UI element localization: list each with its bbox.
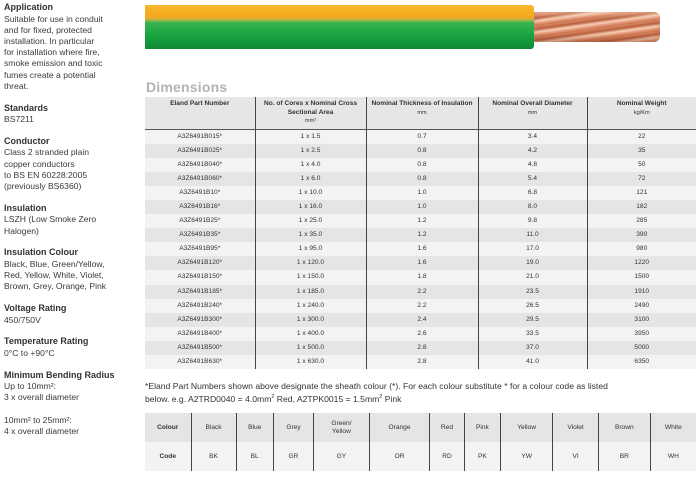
cell-insulation-thickness: 1.8 — [366, 270, 478, 284]
spec-body — [4, 259, 142, 293]
header-cores-area — [255, 97, 366, 129]
cell-nominal-weight: 1500 — [587, 270, 696, 284]
spec-title: Temperature Rating — [4, 336, 89, 347]
cell-part-number: A3Z6491B240* — [145, 299, 255, 313]
colour-code-table — [145, 413, 696, 471]
table-row — [145, 355, 696, 369]
spec-title: Minimum Bending Radius — [4, 369, 115, 380]
cell-part-number: A3Z6491B35* — [145, 228, 255, 242]
cell-overall-diameter: 6.8 — [478, 186, 587, 200]
cell-overall-diameter: 4.8 — [478, 158, 587, 172]
cell-part-number: A3Z6491B95* — [145, 242, 255, 256]
table-row — [145, 214, 696, 228]
colour-name-cell: Green/ Yellow — [314, 413, 370, 442]
colour-code-cell: BL — [236, 442, 273, 471]
header-label: No. of Cores x Nominal Cross Sectional Area — [263, 100, 358, 116]
cell-overall-diameter: 5.4 — [478, 172, 587, 186]
table-row — [145, 186, 696, 200]
part-number-footnote — [145, 380, 695, 405]
colour-name-cell: Grey — [273, 413, 313, 442]
spec-line: 450/750V — [4, 314, 41, 325]
spec-line: Brown, Grey, Orange, Pink — [4, 281, 107, 292]
spec-line: Suitable for use in conduit — [4, 13, 103, 24]
spec-body — [4, 381, 142, 437]
spec-line: and for fixed, protected — [4, 24, 92, 35]
table-row — [145, 341, 696, 355]
colour-name-cell: Yellow — [501, 413, 553, 442]
colour-code-cell: GR — [273, 442, 313, 471]
colour-code-cell: VI — [553, 442, 599, 471]
cell-insulation-thickness: 2.8 — [366, 341, 478, 355]
dimensions-table-body — [145, 129, 696, 369]
colour-label: Colour — [145, 413, 191, 442]
table-row — [145, 129, 696, 144]
spec-line: (previously BS6360) — [4, 181, 82, 192]
spec-application — [4, 2, 142, 92]
cell-insulation-thickness: 2.2 — [366, 299, 478, 313]
header-label: Nominal Overall Diameter — [492, 100, 573, 107]
cell-overall-diameter: 8.0 — [478, 200, 587, 214]
dimensions-table — [145, 97, 696, 369]
cell-insulation-thickness: 2.2 — [366, 285, 478, 299]
spec-line: for installation where fire, — [4, 47, 100, 58]
cell-cores-area: 1 x 500.0 — [255, 341, 366, 355]
cell-cores-area: 1 x 25.0 — [255, 214, 366, 228]
specifications-sidebar — [4, 2, 142, 447]
spec-line: Black, Blue, Green/Yellow, — [4, 258, 105, 269]
colour-code-cell: YW — [501, 442, 553, 471]
footnote-line: *Eland Part Numbers shown above designate the sheath colour (*). For each colour substitute * for a colour code as listed — [145, 381, 608, 391]
cell-insulation-thickness: 0.8 — [366, 172, 478, 186]
spec-line: to BS EN 60228:2005 — [4, 169, 88, 180]
table-row — [145, 228, 696, 242]
colour-code-cell: GY — [314, 442, 370, 471]
cell-cores-area: 1 x 95.0 — [255, 242, 366, 256]
cell-nominal-weight: 1220 — [587, 256, 696, 270]
cell-overall-diameter: 17.0 — [478, 242, 587, 256]
spec-line: fumes create a potential — [4, 69, 96, 80]
copper-conductor — [534, 12, 660, 42]
colour-name-cell: Violet — [553, 413, 599, 442]
cell-nominal-weight: 6350 — [587, 355, 696, 369]
cell-cores-area: 1 x 35.0 — [255, 228, 366, 242]
header-nominal-weight — [587, 97, 696, 129]
cell-overall-diameter: 9.8 — [478, 214, 587, 228]
dimensions-title: Dimensions — [146, 79, 228, 95]
cell-insulation-thickness: 1.2 — [366, 228, 478, 242]
header-unit: kg/Km — [633, 109, 650, 116]
cell-insulation-thickness: 1.6 — [366, 242, 478, 256]
cell-overall-diameter: 4.2 — [478, 144, 587, 158]
cell-nominal-weight: 182 — [587, 200, 696, 214]
cell-part-number: A3Z6491B015* — [145, 129, 255, 144]
cell-nominal-weight: 3100 — [587, 313, 696, 327]
cell-part-number: A3Z6491B060* — [145, 172, 255, 186]
header-overall-diameter — [478, 97, 587, 129]
spec-line: installation. In particular — [4, 36, 95, 46]
cell-insulation-thickness: 0.8 — [366, 144, 478, 158]
spec-minimum-bending-radius — [4, 370, 142, 437]
cell-cores-area: 1 x 400.0 — [255, 327, 366, 341]
spec-body — [4, 147, 142, 192]
cell-cores-area: 1 x 630.0 — [255, 355, 366, 369]
table-row — [145, 285, 696, 299]
spec-title: Insulation — [4, 202, 47, 213]
code-label: Code — [145, 442, 191, 471]
spec-title: Application — [4, 2, 53, 12]
cell-part-number: A3Z6491B040* — [145, 158, 255, 172]
spec-line: Halogen) — [4, 225, 39, 236]
cell-insulation-thickness: 2.6 — [366, 327, 478, 341]
table-row — [145, 172, 696, 186]
cell-nominal-weight: 121 — [587, 186, 696, 200]
cell-insulation-thickness: 1.0 — [366, 186, 478, 200]
superscript: 2 — [271, 393, 275, 400]
table-row — [145, 270, 696, 284]
table-row — [145, 242, 696, 256]
colour-code-cell: PK — [464, 442, 500, 471]
spec-body — [4, 348, 142, 359]
cell-nominal-weight: 390 — [587, 228, 696, 242]
table-row — [145, 256, 696, 270]
cell-part-number: A3Z6491B16* — [145, 200, 255, 214]
spec-line: threat. — [4, 80, 29, 91]
header-part-number — [145, 97, 255, 129]
colour-name-cell: Pink — [464, 413, 500, 442]
table-row — [145, 144, 696, 158]
cell-overall-diameter: 33.5 — [478, 327, 587, 341]
cell-cores-area: 1 x 120.0 — [255, 256, 366, 270]
spec-standards — [4, 103, 142, 126]
spec-line: Class 2 stranded plain — [4, 147, 90, 158]
cell-nominal-weight: 72 — [587, 172, 696, 186]
spec-insulation — [4, 203, 142, 237]
cell-insulation-thickness: 1.2 — [366, 214, 478, 228]
cell-overall-diameter: 41.0 — [478, 355, 587, 369]
header-label: Nominal Weight — [616, 100, 667, 107]
colour-code-cell: RD — [430, 442, 464, 471]
cell-overall-diameter: 3.4 — [478, 129, 587, 144]
cell-insulation-thickness: 0.7 — [366, 129, 478, 144]
spec-line: Red, Yellow, White, Violet, — [4, 270, 104, 281]
colour-name-cell: Orange — [369, 413, 429, 442]
spacer — [4, 404, 142, 415]
spec-line: smoke emission and toxic — [4, 58, 103, 69]
footnote-text: Pink — [382, 393, 402, 404]
spec-line: 0°C to +90°C — [4, 347, 55, 358]
spec-body — [4, 214, 142, 236]
colour-name-cell: Red — [430, 413, 464, 442]
colour-code-cell: WH — [650, 442, 696, 471]
cell-cores-area: 1 x 150.0 — [255, 270, 366, 284]
cell-nominal-weight: 22 — [587, 129, 696, 144]
spec-line: 10mm² to 25mm²: — [4, 414, 72, 425]
cell-cores-area: 1 x 10.0 — [255, 186, 366, 200]
cell-insulation-thickness: 2.4 — [366, 313, 478, 327]
header-label: Nominal Thickness of Insulation — [371, 100, 473, 107]
cell-nominal-weight: 5000 — [587, 341, 696, 355]
spec-title: Voltage Rating — [4, 302, 67, 313]
spec-temperature-rating — [4, 336, 142, 359]
colour-code-cell: BR — [598, 442, 650, 471]
cell-part-number: A3Z6491B10* — [145, 186, 255, 200]
cell-part-number: A3Z6491B300* — [145, 313, 255, 327]
spec-insulation-colour — [4, 247, 142, 292]
table-row — [145, 299, 696, 313]
cell-insulation-thickness: 1.0 — [366, 200, 478, 214]
colour-name-cell: Blue — [236, 413, 273, 442]
cell-cores-area: 1 x 16.0 — [255, 200, 366, 214]
header-unit: mm — [527, 109, 538, 116]
colour-row — [145, 413, 696, 442]
spec-line: copper conductors — [4, 158, 75, 169]
cable-sheath — [145, 5, 534, 49]
spec-line: 4 x overall diameter — [4, 425, 79, 436]
footnote-text: below. e.g. A2TRD0040 = 4.0mm — [145, 393, 272, 404]
code-row — [145, 442, 696, 471]
cell-nominal-weight: 2490 — [587, 299, 696, 313]
spec-body — [4, 315, 142, 326]
superscript: 2 — [379, 393, 383, 400]
cell-cores-area: 1 x 240.0 — [255, 299, 366, 313]
footnote-text: Red, A2TPK0015 = 1.5mm — [274, 393, 380, 404]
spec-voltage-rating — [4, 303, 142, 326]
spec-body — [4, 114, 142, 125]
cell-part-number: A3Z6491B25* — [145, 214, 255, 228]
cell-overall-diameter: 26.5 — [478, 299, 587, 313]
cell-nominal-weight: 3950 — [587, 327, 696, 341]
cell-part-number: A3Z6491B630* — [145, 355, 255, 369]
sheath-green-stripe — [145, 20, 534, 49]
cell-nominal-weight: 1910 — [587, 285, 696, 299]
header-insulation-thickness — [366, 97, 478, 129]
spec-line: 3 x overall diameter — [4, 392, 79, 403]
spec-title: Insulation Colour — [4, 247, 78, 258]
cell-overall-diameter: 23.5 — [478, 285, 587, 299]
header-unit: mm — [417, 109, 427, 116]
cell-overall-diameter: 37.0 — [478, 341, 587, 355]
table-row — [145, 158, 696, 172]
colour-code-cell: OR — [369, 442, 429, 471]
cell-overall-diameter: 29.5 — [478, 313, 587, 327]
cell-overall-diameter: 21.0 — [478, 270, 587, 284]
cell-part-number: A3Z6491B185* — [145, 285, 255, 299]
header-unit: mm² — [304, 118, 317, 125]
table-row — [145, 313, 696, 327]
cell-part-number: A3Z6491B025* — [145, 144, 255, 158]
spec-line: LSZH (Low Smoke Zero — [4, 214, 97, 225]
table-row — [145, 200, 696, 214]
spec-line: Up to 10mm²: — [4, 381, 57, 392]
cell-cores-area: 1 x 1.5 — [255, 129, 366, 144]
footnote-line — [145, 393, 695, 406]
colour-code-cell: BK — [191, 442, 236, 471]
cell-overall-diameter: 11.0 — [478, 228, 587, 242]
cell-insulation-thickness: 1.6 — [366, 256, 478, 270]
spec-title: Standards — [4, 102, 49, 113]
cell-part-number: A3Z6491B150* — [145, 270, 255, 284]
cell-cores-area: 1 x 185.0 — [255, 285, 366, 299]
cell-nominal-weight: 35 — [587, 144, 696, 158]
sheath-blend — [145, 18, 534, 22]
cell-nominal-weight: 50 — [587, 158, 696, 172]
table-row — [145, 327, 696, 341]
spec-body — [4, 14, 142, 92]
spec-conductor — [4, 136, 142, 192]
cable-image — [145, 3, 693, 51]
header-label: Eland Part Number — [170, 100, 230, 107]
cell-part-number: A3Z6491B400* — [145, 327, 255, 341]
cell-insulation-thickness: 2.8 — [366, 355, 478, 369]
cell-part-number: A3Z6491B500* — [145, 341, 255, 355]
cell-cores-area: 1 x 2.5 — [255, 144, 366, 158]
cell-overall-diameter: 19.0 — [478, 256, 587, 270]
cell-nominal-weight: 285 — [587, 214, 696, 228]
cell-insulation-thickness: 0.8 — [366, 158, 478, 172]
cell-part-number: A3Z6491B120* — [145, 256, 255, 270]
spec-line: BS7211 — [4, 114, 34, 125]
colour-name-cell: Black — [191, 413, 236, 442]
colour-name-cell: Brown — [598, 413, 650, 442]
table-header-row — [145, 97, 696, 129]
spec-title: Conductor — [4, 135, 50, 146]
cell-cores-area: 1 x 300.0 — [255, 313, 366, 327]
cell-cores-area: 1 x 4.0 — [255, 158, 366, 172]
colour-name-cell: White — [650, 413, 696, 442]
cell-nominal-weight: 980 — [587, 242, 696, 256]
cell-cores-area: 1 x 6.0 — [255, 172, 366, 186]
